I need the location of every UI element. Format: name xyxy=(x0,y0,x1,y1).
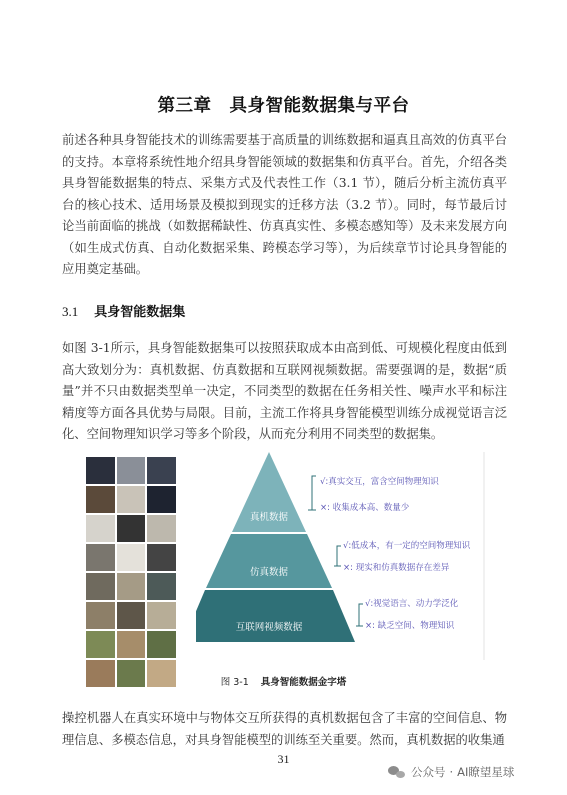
body-paragraph: 操控机器人在真实环境中与物体交互所获得的真机数据包含了丰富的空间信息、物理信息、多模态信息，对具身智能模型的训练至关重要。然而，真机数据的收集通 xyxy=(62,711,507,747)
figure-caption xyxy=(0,674,567,688)
chapter-label: 第三章 xyxy=(157,96,212,116)
tier-real-cons: ×: 收集成本高、数量少 xyxy=(320,503,410,513)
tier-label-real: 真机数据 xyxy=(249,512,289,523)
photo-real-robot-1 xyxy=(86,457,176,513)
chapter-title-text: 具身智能数据集与平台 xyxy=(229,96,410,116)
intro-paragraph: 前述各种具身智能技术的训练需要基于高质量的训练数据和逼真且高效的仿真平台的支持。本章将系统性地介绍具身智能领域的数据集和仿真平台。首先，介绍各类具身智能数据集的特点、采集方式及代表性工作（3.1 节），随后分析主流仿真平台的核心技术、适用场景及模拟到现实的迁移方法（3.2 节）。同时，每节最后讨论当前面临的挑战（如数据稀缺性、仿真真实性、多模态感知等）及未来发展方向（如生成式仿真、自动化数据采集、跨模态学习等），为后续章节讨论具身智能的应用奠定基础。 xyxy=(62,133,507,276)
wechat-icon xyxy=(388,765,406,779)
tier-internet-cons: ×: 缺乏空间、物理知识 xyxy=(365,621,455,631)
photo-simulation xyxy=(86,573,176,629)
tier-real-pros: √:真实交互，富含空间物理知识 xyxy=(320,477,439,487)
watermark-separator: · xyxy=(449,765,454,779)
chapter-title xyxy=(0,92,567,117)
caption-text: 具身智能数据金字塔 xyxy=(260,677,347,688)
tier-sim-cons: ×: 现实和仿真数据存在差异 xyxy=(343,563,450,573)
caption-label: 图 3-1 xyxy=(220,677,249,688)
section-title: 具身智能数据集 xyxy=(94,305,186,320)
pyramid-tier-sim xyxy=(206,534,332,588)
data-pyramid-figure xyxy=(196,446,486,666)
section-number: 3.1 xyxy=(62,304,79,319)
photo-real-robot-2 xyxy=(86,515,176,571)
tier-label-sim: 仿真数据 xyxy=(249,567,289,578)
tier-internet-pros: √:视觉语言、动力学泛化 xyxy=(365,599,459,609)
pyramid-tier-internet xyxy=(196,590,355,642)
watermark-prefix: 公众号 xyxy=(411,765,446,779)
tier-label-internet: 互联网视频数据 xyxy=(235,622,303,633)
page-number: 31 xyxy=(277,752,290,766)
watermark-name: AI瞭望星球 xyxy=(457,765,515,779)
watermark xyxy=(388,764,514,780)
tier-sim-pros: √:低成本，有一定的空间物理知识 xyxy=(343,541,471,551)
section-heading xyxy=(62,301,185,320)
section-paragraph: 如图 3-1所示，具身智能数据集可以按照获取成本由高到低、可规模化程度由低到高大致划分为：真机数据、仿真数据和互联网视频数据。需要强调的是，数据“质量”并不只由数据类型单一决定，不同类型的数据在任务相关性、噪声水平和标注精度等方面各具优势与局限。目前，主流工作将具身智能模型训练分成视觉语言泛化、空间物理知识学习等多个阶段，从而充分利用不同类型的数据集。 xyxy=(62,341,507,441)
